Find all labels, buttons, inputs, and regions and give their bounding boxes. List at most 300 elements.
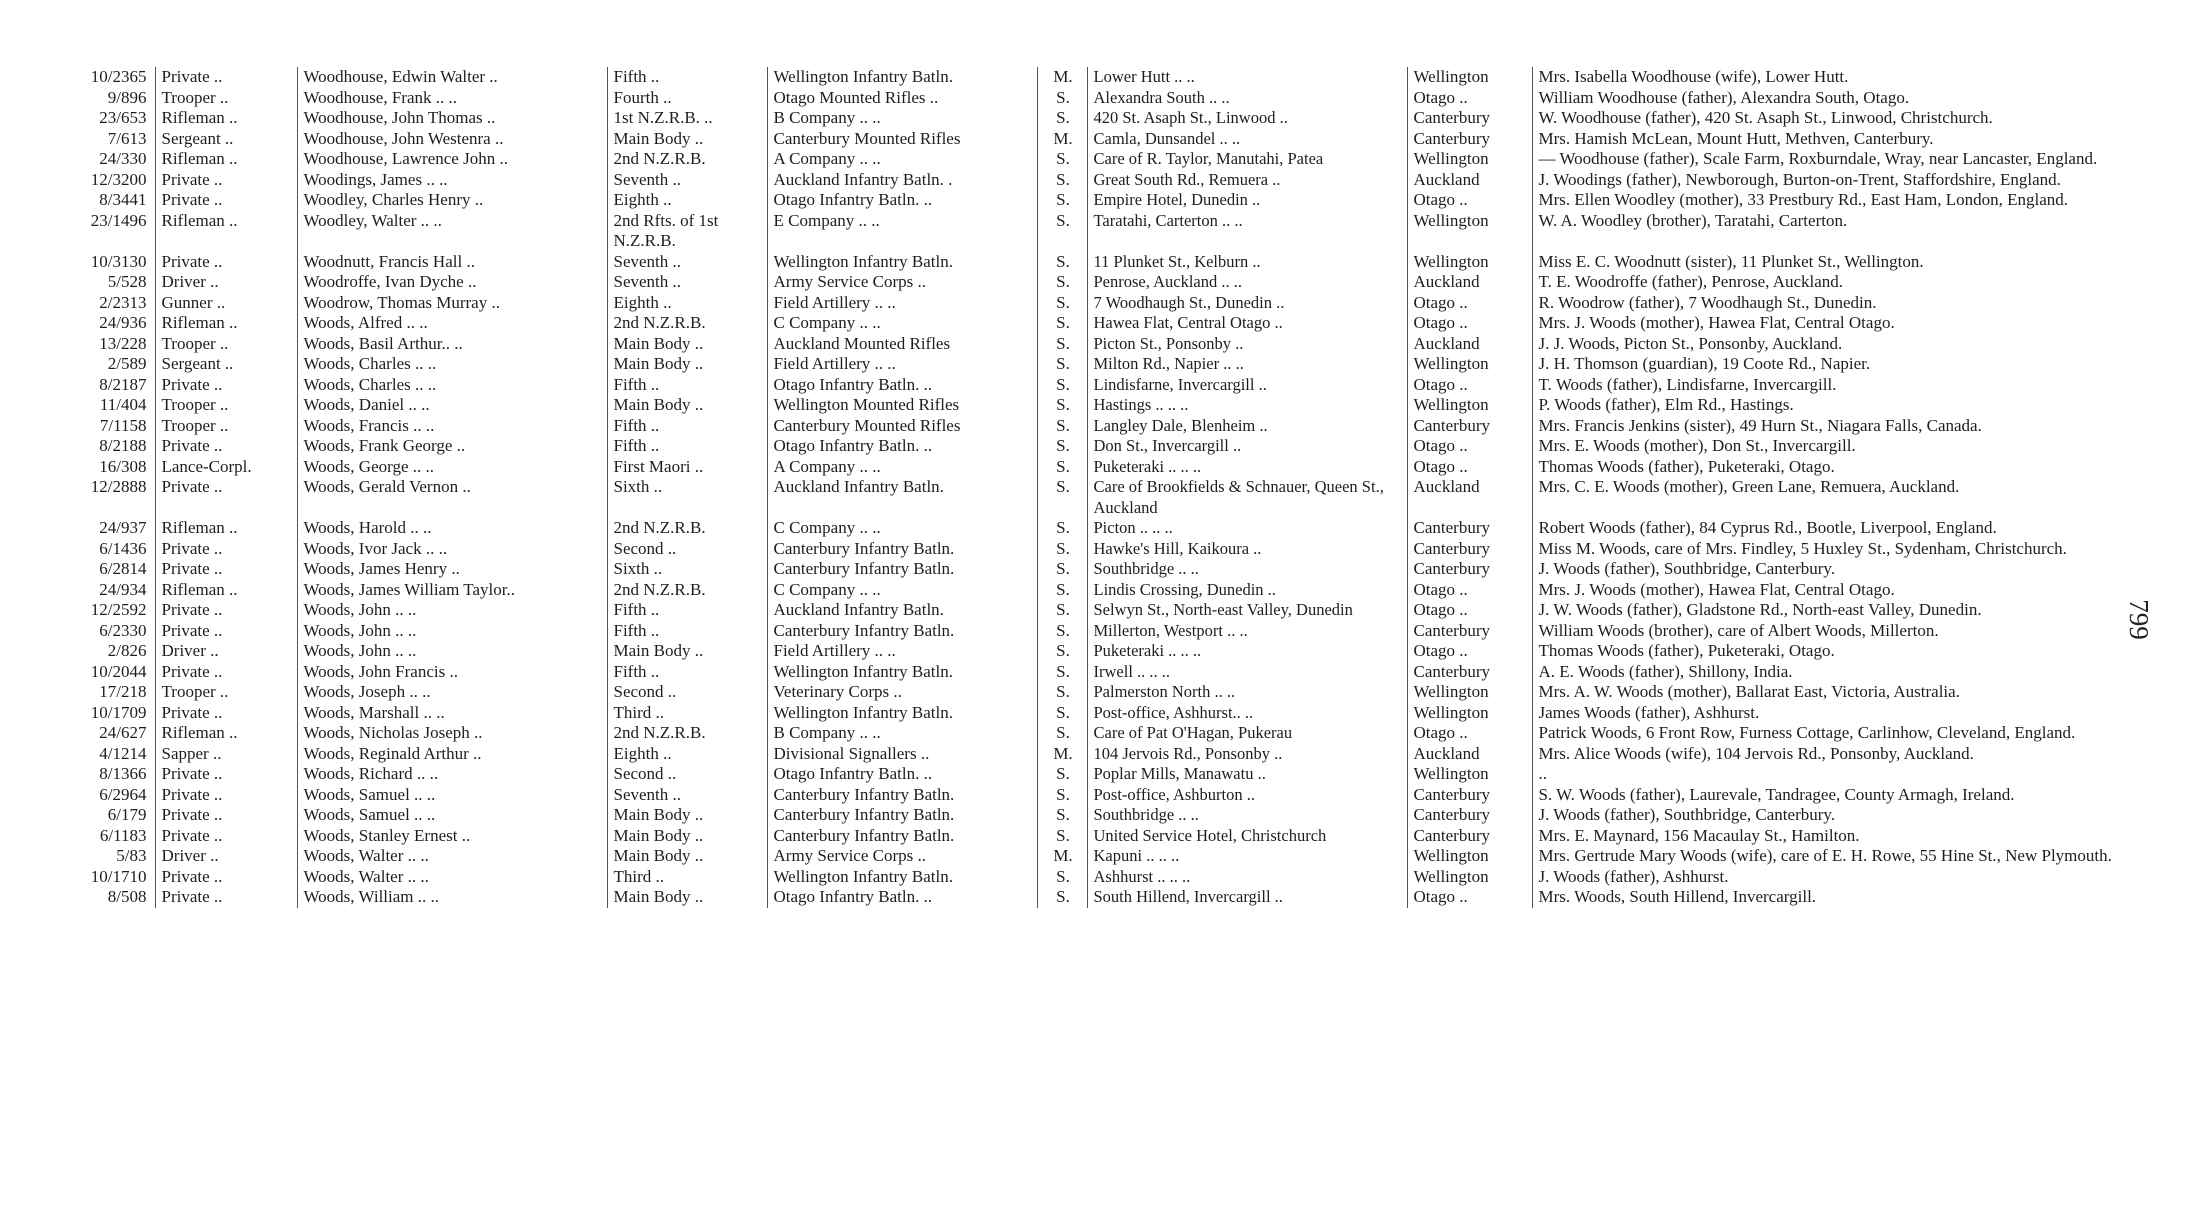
next-of-kin: T. E. Woodroffe (father), Penrose, Auckland. [1532,272,2140,293]
next-of-kin: Thomas Woods (father), Puketeraki, Otago. [1532,457,2140,478]
next-of-kin: William Woods (brother), care of Albert Woods, Millerton. [1532,621,2140,642]
next-of-kin: J. Woodings (father), Newborough, Burton-on-Trent, Staffordshire, England. [1532,170,2140,191]
marital-status: S. [1037,375,1087,396]
rank: Rifleman .. [155,518,297,539]
soldier-name: Woods, James Henry .. [297,559,607,580]
soldier-name: Woods, John .. .. [297,621,607,642]
rank: Private .. [155,375,297,396]
rank: Driver .. [155,641,297,662]
rank: Trooper .. [155,334,297,355]
draft: Fifth .. [607,436,767,457]
unit: Canterbury Infantry Batln. [767,805,1037,826]
rank: Private .. [155,67,297,88]
regimental-number: 10/2044 [90,661,147,681]
soldier-name: Woodhouse, John Thomas .. [297,108,607,129]
next-of-kin: S. W. Woods (father), Laurevale, Tandragee, County Armagh, Ireland. [1532,785,2140,806]
unit: Otago Infantry Batln. .. [767,887,1037,908]
last-address: Millerton, Westport .. .. [1087,621,1407,642]
draft: Eighth .. [607,744,767,765]
next-of-kin: T. Woods (father), Lindisfarne, Invercargill. [1532,375,2140,396]
district: Wellington [1407,149,1532,170]
table-row [50,108,2140,129]
marital-status: S. [1037,559,1087,580]
last-address: 104 Jervois Rd., Ponsonby .. [1087,744,1407,765]
next-of-kin: James Woods (father), Ashhurst. [1532,703,2140,724]
draft: 2nd N.Z.R.B. [607,313,767,334]
district: Canterbury [1407,785,1532,806]
table-row [50,846,2140,867]
soldier-name: Woods, Walter .. .. [297,846,607,867]
table-row [50,805,2140,826]
district: Canterbury [1407,518,1532,539]
draft: Eighth .. [607,293,767,314]
soldier-name: Woods, John .. .. [297,641,607,662]
last-address: South Hillend, Invercargill .. [1087,887,1407,908]
last-address: Puketeraki .. .. .. [1087,457,1407,478]
soldier-name: Woods, Frank George .. [297,436,607,457]
regimental-number: 10/2365 [90,67,147,86]
last-address: Hastings .. .. .. [1087,395,1407,416]
district: Wellington [1407,867,1532,888]
table-row [50,539,2140,560]
table-row [50,580,2140,601]
marital-status: S. [1037,785,1087,806]
table-row [50,354,2140,375]
draft: Second .. [607,539,767,560]
regimental-number: 2/826 [107,641,147,660]
draft: First Maori .. [607,457,767,478]
marital-status: S. [1037,764,1087,785]
regimental-number: 17/218 [99,682,147,701]
last-address: Don St., Invercargill .. [1087,436,1407,457]
next-of-kin: — Woodhouse (father), Scale Farm, Roxburndale, Wray, near Lancaster, England. [1532,149,2140,170]
last-address: Poplar Mills, Manawatu .. [1087,764,1407,785]
rank: Driver .. [155,846,297,867]
soldier-name: Woodings, James .. .. [297,170,607,191]
draft: Fifth .. [607,600,767,621]
unit: Canterbury Mounted Rifles [767,129,1037,150]
table-row [50,477,2140,518]
district: Otago .. [1407,88,1532,109]
table-row [50,744,2140,765]
draft: Sixth .. [607,477,767,518]
last-address: Hawke's Hill, Kaikoura .. [1087,539,1407,560]
district: Otago .. [1407,600,1532,621]
soldier-name: Woods, William .. .. [297,887,607,908]
table-row [50,785,2140,806]
regimental-number: 6/1183 [99,825,147,845]
marital-status: M. [1037,744,1087,765]
next-of-kin: Robert Woods (father), 84 Cyprus Rd., Bootle, Liverpool, England. [1532,518,2140,539]
next-of-kin: Mrs. J. Woods (mother), Hawea Flat, Central Otago. [1532,313,2140,334]
district: Wellington [1407,354,1532,375]
draft: Main Body .. [607,805,767,826]
last-address: Milton Rd., Napier .. .. [1087,354,1407,375]
district: Wellington [1407,764,1532,785]
last-address: Lindis Crossing, Dunedin .. [1087,580,1407,601]
soldier-name: Woods, Walter .. .. [297,867,607,888]
unit: Auckland Infantry Batln. [767,477,1037,518]
unit: Canterbury Infantry Batln. [767,826,1037,847]
soldier-name: Woodhouse, Frank .. .. [297,88,607,109]
draft: Main Body .. [607,129,767,150]
marital-status: S. [1037,354,1087,375]
district: Canterbury [1407,662,1532,683]
unit: A Company .. .. [767,149,1037,170]
unit: Field Artillery .. .. [767,641,1037,662]
regimental-number: 24/936 [99,313,147,332]
draft: Main Body .. [607,887,767,908]
regimental-number: 11/404 [99,395,147,414]
unit: B Company .. .. [767,108,1037,129]
last-address: Southbridge .. .. [1087,805,1407,826]
regimental-number: 7/613 [107,128,147,148]
draft: Third .. [607,867,767,888]
marital-status: S. [1037,641,1087,662]
regimental-number: 6/2330 [99,620,147,640]
rank: Rifleman .. [155,211,297,252]
soldier-name: Woods, Stanley Ernest .. [297,826,607,847]
rank: Private .. [155,785,297,806]
last-address: Puketeraki .. .. .. [1087,641,1407,662]
table-row [50,334,2140,355]
draft: 2nd Rfts. of 1st N.Z.R.B. [607,211,767,252]
table-row [50,170,2140,191]
draft: 1st N.Z.R.B. .. [607,108,767,129]
marital-status: S. [1037,805,1087,826]
regimental-number: 10/1710 [90,866,147,886]
district: Wellington [1407,211,1532,252]
marital-status: S. [1037,313,1087,334]
regimental-number: 2/589 [107,354,147,373]
table-row [50,293,2140,314]
last-address: Camla, Dunsandel .. .. [1087,129,1407,150]
district: Canterbury [1407,805,1532,826]
soldier-name: Woods, James William Taylor.. [297,580,607,601]
next-of-kin: W. Woodhouse (father), 420 St. Asaph St., Linwood, Christchurch. [1532,108,2140,129]
last-address: Ashhurst .. .. .. [1087,867,1407,888]
marital-status: S. [1037,272,1087,293]
draft: Main Body .. [607,641,767,662]
draft: Third .. [607,703,767,724]
unit: Army Service Corps .. [767,272,1037,293]
unit: Otago Infantry Batln. .. [767,375,1037,396]
soldier-name: Woodrow, Thomas Murray .. [297,293,607,314]
regimental-number: 23/653 [99,108,147,127]
district: Canterbury [1407,621,1532,642]
table-row [50,272,2140,293]
regimental-number: 24/937 [99,518,147,537]
table-row [50,375,2140,396]
regimental-number: 6/1436 [99,538,147,558]
district: Otago .. [1407,641,1532,662]
soldier-name: Woods, Samuel .. .. [297,805,607,826]
draft: Main Body .. [607,354,767,375]
soldier-name: Woods, Marshall .. .. [297,703,607,724]
next-of-kin: Mrs. E. Woods (mother), Don St., Invercargill. [1532,436,2140,457]
district: Wellington [1407,67,1532,88]
marital-status: S. [1037,149,1087,170]
district: Otago .. [1407,313,1532,334]
next-of-kin: Mrs. Woods, South Hillend, Invercargill. [1532,887,2140,908]
soldier-name: Woods, Richard .. .. [297,764,607,785]
marital-status: S. [1037,703,1087,724]
district: Otago .. [1407,375,1532,396]
last-address: Taratahi, Carterton .. .. [1087,211,1407,252]
unit: Otago Infantry Batln. .. [767,764,1037,785]
next-of-kin: Mrs. E. Maynard, 156 Macaulay St., Hamilton. [1532,826,2140,847]
draft: 2nd N.Z.R.B. [607,580,767,601]
regimental-number: 12/3200 [90,169,147,189]
regimental-number: 13/228 [99,333,147,353]
table-row [50,600,2140,621]
rank: Gunner .. [155,293,297,314]
marital-status: S. [1037,457,1087,478]
unit: Wellington Infantry Batln. [767,703,1037,724]
unit: C Company .. .. [767,580,1037,601]
next-of-kin: A. E. Woods (father), Shillony, India. [1532,662,2140,683]
last-address: Alexandra South .. .. [1087,88,1407,109]
soldier-name: Woods, Basil Arthur.. .. [297,334,607,355]
draft: Fifth .. [607,375,767,396]
draft: Sixth .. [607,559,767,580]
next-of-kin: Mrs. Francis Jenkins (sister), 49 Hurn St., Niagara Falls, Canada. [1532,416,2140,437]
district: Canterbury [1407,559,1532,580]
district: Canterbury [1407,539,1532,560]
next-of-kin: J. Woods (father), Ashhurst. [1532,867,2140,888]
district: Canterbury [1407,826,1532,847]
regimental-number: 23/1496 [90,210,147,230]
last-address: Lindisfarne, Invercargill .. [1087,375,1407,396]
next-of-kin: Mrs. J. Woods (mother), Hawea Flat, Central Otago. [1532,580,2140,601]
regimental-number: 2/2313 [99,292,147,312]
next-of-kin: R. Woodrow (father), 7 Woodhaugh St., Dunedin. [1532,293,2140,314]
table-row [50,436,2140,457]
soldier-name: Woodnutt, Francis Hall .. [297,252,607,273]
soldier-name: Woods, Harold .. .. [297,518,607,539]
last-address: Kapuni .. .. .. [1087,846,1407,867]
last-address: Lower Hutt .. .. [1087,67,1407,88]
regimental-number: 6/179 [107,805,147,824]
district: Wellington [1407,846,1532,867]
unit: Field Artillery .. .. [767,293,1037,314]
regimental-number: 8/508 [107,887,147,906]
rank: Rifleman .. [155,580,297,601]
unit: Wellington Infantry Batln. [767,67,1037,88]
last-address: Empire Hotel, Dunedin .. [1087,190,1407,211]
rank: Driver .. [155,272,297,293]
district: Wellington [1407,395,1532,416]
last-address: Care of Brookfields & Schnauer, Queen St., Auckland [1087,477,1407,518]
rank: Trooper .. [155,395,297,416]
soldier-name: Woodhouse, Edwin Walter .. [297,67,607,88]
regimental-number: 5/83 [116,846,147,865]
unit: Wellington Infantry Batln. [767,252,1037,273]
unit: Otago Infantry Batln. .. [767,190,1037,211]
district: Otago .. [1407,190,1532,211]
table-row [50,416,2140,437]
unit: Otago Mounted Rifles .. [767,88,1037,109]
district: Wellington [1407,252,1532,273]
marital-status: S. [1037,395,1087,416]
regimental-number: 8/2187 [99,374,147,394]
table-row [50,826,2140,847]
district: Otago .. [1407,580,1532,601]
marital-status: S. [1037,539,1087,560]
last-address: Care of Pat O'Hagan, Pukerau [1087,723,1407,744]
last-address: Langley Dale, Blenheim .. [1087,416,1407,437]
next-of-kin: J. J. Woods, Picton St., Ponsonby, Auckland. [1532,334,2140,355]
soldier-name: Woods, Charles .. .. [297,375,607,396]
district: Otago .. [1407,436,1532,457]
rank: Lance-Corpl. [155,457,297,478]
unit: Canterbury Infantry Batln. [767,621,1037,642]
last-address: Care of R. Taylor, Manutahi, Patea [1087,149,1407,170]
draft: 2nd N.Z.R.B. [607,149,767,170]
soldier-name: Woodley, Charles Henry .. [297,190,607,211]
district: Auckland [1407,334,1532,355]
last-address: Southbridge .. .. [1087,559,1407,580]
next-of-kin: Miss E. C. Woodnutt (sister), 11 Plunket St., Wellington. [1532,252,2140,273]
regimental-number: 9/896 [107,87,147,107]
next-of-kin: J. W. Woods (father), Gladstone Rd., North-east Valley, Dunedin. [1532,600,2140,621]
last-address: Great South Rd., Remuera .. [1087,170,1407,191]
rank: Private .. [155,621,297,642]
unit: Canterbury Infantry Batln. [767,785,1037,806]
table-row [50,867,2140,888]
regimental-number: 4/1214 [99,743,147,763]
marital-status: S. [1037,334,1087,355]
last-address: 7 Woodhaugh St., Dunedin .. [1087,293,1407,314]
rank: Sergeant .. [155,354,297,375]
district: Canterbury [1407,129,1532,150]
table-row [50,67,2140,88]
marital-status: S. [1037,190,1087,211]
draft: Fifth .. [607,621,767,642]
marital-status: S. [1037,477,1087,518]
table-row [50,621,2140,642]
rank: Private .. [155,805,297,826]
last-address: Hawea Flat, Central Otago .. [1087,313,1407,334]
table-row [50,190,2140,211]
district: Canterbury [1407,108,1532,129]
next-of-kin: Mrs. A. W. Woods (mother), Ballarat East, Victoria, Australia. [1532,682,2140,703]
table-row [50,682,2140,703]
rank: Private .. [155,559,297,580]
unit: Wellington Infantry Batln. [767,662,1037,683]
next-of-kin: Patrick Woods, 6 Front Row, Furness Cottage, Carlinhow, Cleveland, England. [1532,723,2140,744]
soldier-name: Woods, John .. .. [297,600,607,621]
unit: Veterinary Corps .. [767,682,1037,703]
marital-status: S. [1037,662,1087,683]
table-row [50,703,2140,724]
regimental-number: 5/528 [107,272,147,291]
soldier-name: Woods, Reginald Arthur .. [297,744,607,765]
rank: Rifleman .. [155,149,297,170]
next-of-kin: P. Woods (father), Elm Rd., Hastings. [1532,395,2140,416]
rank: Trooper .. [155,682,297,703]
table-row [50,395,2140,416]
table-row [50,559,2140,580]
last-address: Penrose, Auckland .. .. [1087,272,1407,293]
draft: Seventh .. [607,170,767,191]
soldier-name: Woods, Daniel .. .. [297,395,607,416]
draft: 2nd N.Z.R.B. [607,518,767,539]
regimental-number: 24/330 [99,149,147,168]
draft: 2nd N.Z.R.B. [607,723,767,744]
next-of-kin: Mrs. C. E. Woods (mother), Green Lane, Remuera, Auckland. [1532,477,2140,518]
last-address: Irwell .. .. .. [1087,662,1407,683]
unit: Otago Infantry Batln. .. [767,436,1037,457]
district: Otago .. [1407,887,1532,908]
rank: Private .. [155,477,297,518]
last-address: Palmerston North .. .. [1087,682,1407,703]
marital-status: S. [1037,88,1087,109]
district: Otago .. [1407,293,1532,314]
table-row [50,723,2140,744]
table-row [50,887,2140,908]
next-of-kin: Mrs. Alice Woods (wife), 104 Jervois Rd., Ponsonby, Auckland. [1532,744,2140,765]
table-row [50,149,2140,170]
next-of-kin: .. [1532,764,2140,785]
table-row [50,129,2140,150]
draft: Second .. [607,764,767,785]
table-row [50,252,2140,273]
last-address: 420 St. Asaph St., Linwood .. [1087,108,1407,129]
unit: Field Artillery .. .. [767,354,1037,375]
marital-status: S. [1037,682,1087,703]
unit: Divisional Signallers .. [767,744,1037,765]
rank: Private .. [155,436,297,457]
table-row [50,662,2140,683]
rank: Private .. [155,170,297,191]
unit: A Company .. .. [767,457,1037,478]
next-of-kin: J. Woods (father), Southbridge, Canterbury. [1532,559,2140,580]
soldier-name: Woods, Francis .. .. [297,416,607,437]
draft: Second .. [607,682,767,703]
district: Canterbury [1407,416,1532,437]
soldier-name: Woodhouse, John Westenra .. [297,129,607,150]
draft: Fifth .. [607,416,767,437]
draft: Fifth .. [607,662,767,683]
table-row [50,764,2140,785]
rank: Private .. [155,764,297,785]
regimental-number: 12/2592 [90,600,147,619]
district: Otago .. [1407,723,1532,744]
rank: Private .. [155,867,297,888]
unit: Canterbury Mounted Rifles [767,416,1037,437]
rank: Private .. [155,600,297,621]
unit: Wellington Mounted Rifles [767,395,1037,416]
regimental-number: 7/1158 [99,415,147,435]
soldier-name: Woodhouse, Lawrence John .. [297,149,607,170]
soldier-name: Woods, Samuel .. .. [297,785,607,806]
last-address: 11 Plunket St., Kelburn .. [1087,252,1407,273]
regimental-number: 6/2814 [99,559,147,578]
marital-status: S. [1037,211,1087,252]
regimental-number: 10/1709 [90,702,147,722]
district: Wellington [1407,682,1532,703]
next-of-kin: William Woodhouse (father), Alexandra South, Otago. [1532,88,2140,109]
next-of-kin: J. Woods (father), Southbridge, Canterbury. [1532,805,2140,826]
last-address: Post-office, Ashhurst.. .. [1087,703,1407,724]
rank: Rifleman .. [155,108,297,129]
last-address: Selwyn St., North-east Valley, Dunedin [1087,600,1407,621]
last-address: Picton St., Ponsonby .. [1087,334,1407,355]
rank: Trooper .. [155,416,297,437]
unit: Auckland Mounted Rifles [767,334,1037,355]
unit: Canterbury Infantry Batln. [767,539,1037,560]
